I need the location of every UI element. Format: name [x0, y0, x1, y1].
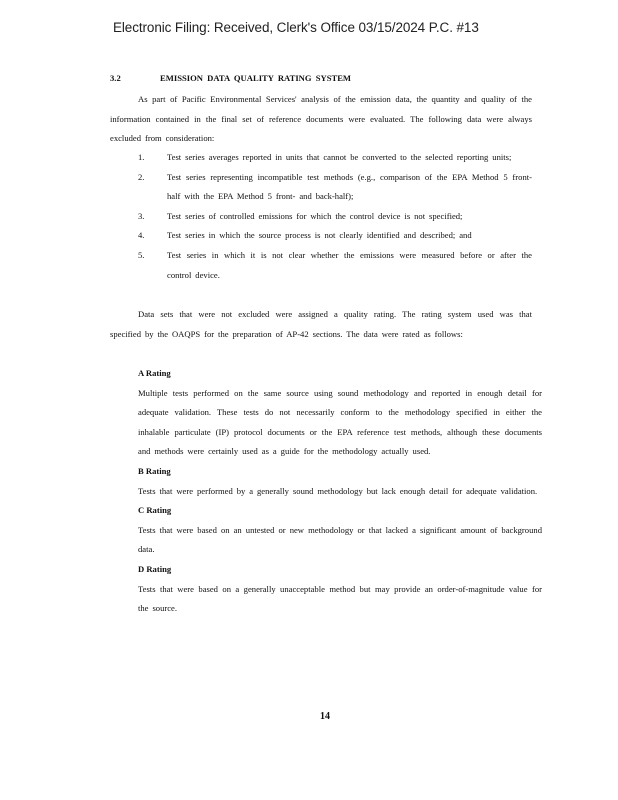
- section-title: EMISSION DATA QUALITY RATING SYSTEM: [160, 73, 352, 83]
- list-item: [138, 246, 532, 285]
- list-item-number: 3.: [138, 210, 145, 221]
- rating-block: [138, 462, 542, 501]
- list-item-text: Test series in which it is not clear whether the emissions were measured before or after the control device.: [167, 249, 532, 280]
- list-item-text: Test series in which the source process is not clearly identified and described; and: [167, 230, 472, 241]
- list-item-number: 4.: [138, 230, 145, 241]
- rating-description: Tests that were performed by a generally sound methodology but lack enough detail for adequate validation.: [138, 485, 538, 496]
- list-item-number: 5.: [138, 249, 145, 260]
- rating-description: Multiple tests performed on the same source using sound methodology and reported in enough detail for adequate validation. These tests do not necessarily conform to the methodology specified in either the inhalable particulate (IP) protocol documents or the EPA reference test methods, although these documents and methods were certainly used as a guide for the methodology actually used.: [138, 387, 542, 457]
- rating-block: [138, 364, 542, 462]
- list-item: [138, 148, 532, 168]
- list-item: [138, 168, 532, 207]
- rating-title: C Rating: [138, 505, 172, 516]
- rating-block: [138, 501, 542, 560]
- list-item-text: Test series representing incompatible test methods (e.g., comparison of the EPA Method 5 front-half with the EPA Method 5 front- and back-half);: [167, 171, 532, 202]
- intro-paragraph: As part of Pacific Environmental Services' analysis of the emission data, the quantity and quality of the information contained in the final set of reference documents were evaluated. The following data were always excluded from consideration:: [110, 94, 532, 144]
- list-item: [138, 226, 532, 246]
- rating-block: [138, 560, 542, 619]
- list-item: [138, 207, 532, 227]
- exclusion-list: [138, 148, 532, 285]
- page-number: 14: [320, 711, 330, 722]
- section-number: 3.2: [110, 73, 121, 83]
- list-item-text: Test series averages reported in units that cannot be converted to the selected reporting units;: [167, 152, 512, 162]
- rating-description: Tests that were based on a generally unacceptable method but may provide an order-of-magnitude value for the source.: [138, 583, 542, 614]
- rating-title: B Rating: [138, 465, 171, 476]
- filing-stamp: Electronic Filing: Received, Clerk's Office 03/15/2024 P.C. #13: [113, 20, 479, 35]
- list-item-number: 1.: [138, 152, 145, 162]
- list-item-text: Test series of controlled emissions for which the control device is not specified;: [167, 210, 463, 221]
- section-heading: [110, 73, 351, 83]
- rating-definitions: [138, 364, 542, 619]
- rating-title: A Rating: [138, 368, 171, 378]
- list-item-number: 2.: [138, 171, 145, 182]
- rating-description: Tests that were based on an untested or new methodology or that lacked a significant amount of background data.: [138, 524, 542, 555]
- rating-intro-paragraph: Data sets that were not excluded were assigned a quality rating. The rating system used was that specified by the OAQPS for the preparation of AP-42 sections. The data were rated as follows:: [110, 309, 532, 339]
- rating-title: D Rating: [138, 563, 172, 574]
